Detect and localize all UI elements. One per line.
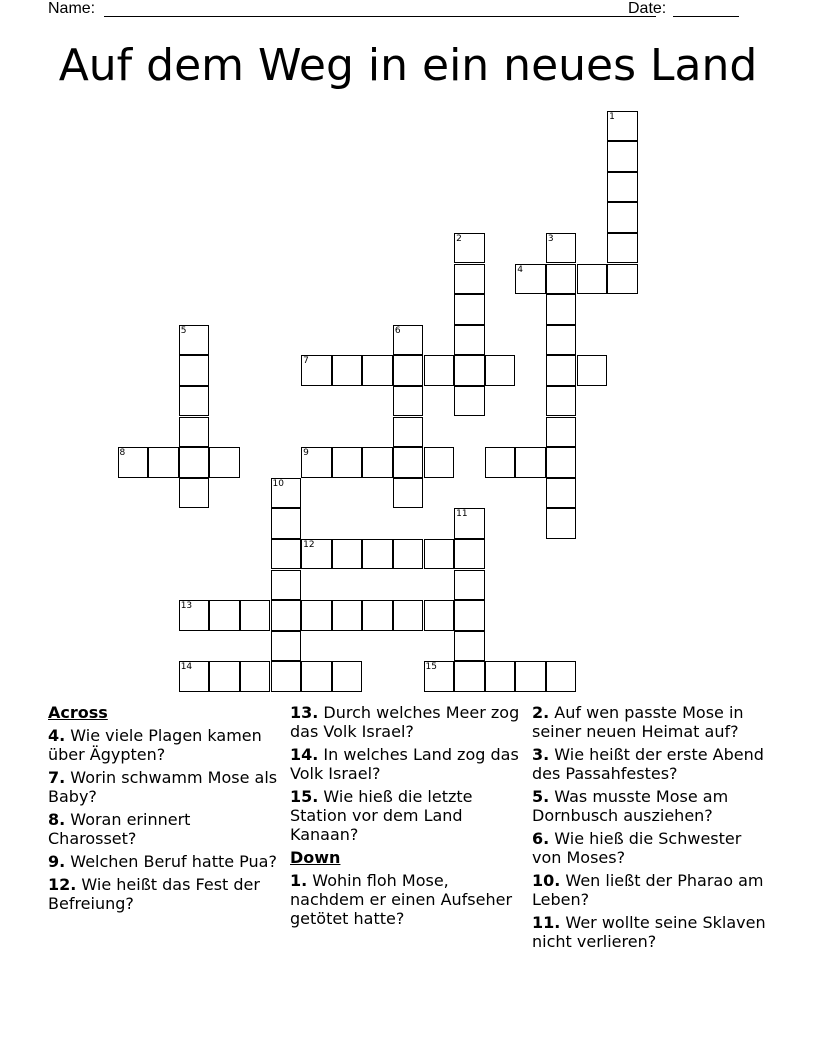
- grid-cell[interactable]: [454, 294, 485, 325]
- clue-number: 2: [456, 233, 462, 244]
- clue-item: [532, 913, 772, 951]
- grid-cell[interactable]: [148, 447, 179, 478]
- clue-item: [532, 829, 772, 867]
- name-label: Name:: [48, 0, 96, 17]
- clue-item-text: Wie viele Plagen kamen über Ägypten?: [48, 726, 262, 764]
- clue-number: 13: [180, 601, 193, 612]
- clue-item-text: Wie hieß die letzte Station vor dem Land Kanaan?: [290, 787, 473, 844]
- across-clue-list: [48, 726, 278, 913]
- grid-cell[interactable]: [546, 294, 577, 325]
- grid-cell[interactable]: [301, 600, 332, 631]
- clue-item-text: Wie heißt der erste Abend des Passahfestes?: [532, 745, 764, 783]
- grid-cell[interactable]: [209, 661, 240, 692]
- grid-cell[interactable]: [546, 508, 577, 539]
- grid-cell[interactable]: [179, 661, 210, 692]
- clue-item-number: 3.: [532, 745, 550, 764]
- clue-column-2: [290, 703, 520, 932]
- clue-column-1: [48, 703, 278, 917]
- clue-item-number: 12.: [48, 875, 77, 894]
- across-clue-list-continued: [290, 703, 520, 844]
- grid-cell[interactable]: [546, 386, 577, 417]
- clue-number: 12: [303, 539, 315, 550]
- grid-cell[interactable]: [271, 661, 302, 692]
- grid-cell[interactable]: [271, 631, 302, 662]
- grid-cell[interactable]: [118, 447, 149, 478]
- grid-cell[interactable]: [454, 631, 485, 662]
- grid-cell[interactable]: [332, 600, 363, 631]
- clue-item-text: Durch welches Meer zog das Volk Israel?: [290, 703, 520, 741]
- grid-cell[interactable]: [485, 447, 516, 478]
- grid-cell[interactable]: [454, 386, 485, 417]
- clue-item-text: Wie hieß die Schwester von Moses?: [532, 829, 742, 867]
- grid-cell[interactable]: [485, 355, 516, 386]
- grid-cell[interactable]: [179, 417, 210, 448]
- clue-item-text: Wen ließt der Pharao am Leben?: [532, 871, 764, 909]
- clue-item-text: Welchen Beruf hatte Pua?: [65, 852, 277, 871]
- grid-cell[interactable]: [179, 478, 210, 509]
- grid-cell[interactable]: [393, 600, 424, 631]
- grid-cell[interactable]: [424, 355, 455, 386]
- clue-item: [48, 852, 278, 871]
- clue-item-number: 14.: [290, 745, 319, 764]
- grid-cell[interactable]: [515, 661, 546, 692]
- clue-item-number: 6.: [532, 829, 550, 848]
- grid-cell[interactable]: [424, 600, 455, 631]
- grid-cell[interactable]: [271, 570, 302, 601]
- grid-cell[interactable]: [454, 539, 485, 570]
- grid-cell[interactable]: [454, 264, 485, 295]
- grid-cell[interactable]: [546, 325, 577, 356]
- clue-item: [48, 768, 278, 806]
- clue-item-text: Wer wollte seine Sklaven nicht verlieren?: [532, 913, 766, 951]
- grid-cell[interactable]: [362, 355, 393, 386]
- grid-cell[interactable]: [393, 478, 424, 509]
- clue-item: [532, 745, 772, 783]
- grid-cell[interactable]: [271, 600, 302, 631]
- grid-cell[interactable]: [209, 447, 240, 478]
- clue-number: 1: [609, 111, 615, 122]
- clue-item-number: 8.: [48, 810, 66, 829]
- grid-cell[interactable]: [424, 661, 455, 692]
- clue-item: [48, 810, 278, 848]
- grid-cell[interactable]: [362, 447, 393, 478]
- grid-cell[interactable]: [271, 508, 302, 539]
- grid-cell[interactable]: [607, 141, 638, 172]
- clue-item-number: 15.: [290, 787, 319, 806]
- clue-item-text: Was musste Mose am Dornbusch ausziehen?: [532, 787, 729, 825]
- clue-number: 5: [180, 325, 187, 336]
- clue-item: [290, 871, 520, 928]
- grid-cell[interactable]: [393, 539, 424, 570]
- clue-number: 7: [303, 356, 309, 367]
- clue-number: 11: [456, 509, 468, 520]
- clue-item-text: Wie heißt das Fest der Befreiung?: [48, 875, 260, 913]
- clue-column-3: [532, 703, 772, 955]
- clue-number: 9: [303, 448, 309, 459]
- grid-cell[interactable]: [362, 600, 393, 631]
- clue-item: [48, 875, 278, 913]
- grid-cell[interactable]: [332, 447, 363, 478]
- grid-cell[interactable]: [607, 172, 638, 203]
- clue-number: 8: [119, 448, 126, 459]
- clue-item-number: 4.: [48, 726, 66, 745]
- grid-cell[interactable]: [393, 447, 424, 478]
- clue-item: [48, 726, 278, 764]
- clue-item-number: 9.: [48, 852, 66, 871]
- grid-cell[interactable]: [454, 570, 485, 601]
- down-heading: Down: [290, 848, 341, 867]
- grid-cell[interactable]: [393, 325, 424, 356]
- clue-item-text: Woran erinnert Charosset?: [48, 810, 191, 848]
- grid-cell[interactable]: [607, 111, 638, 142]
- grid-cell[interactable]: [301, 539, 332, 570]
- clue-item-number: 11.: [532, 913, 561, 932]
- grid-cell[interactable]: [393, 386, 424, 417]
- grid-cell[interactable]: [301, 447, 332, 478]
- clue-number: 15: [425, 662, 437, 673]
- grid-cell[interactable]: [577, 355, 608, 386]
- clue-item: [532, 703, 772, 741]
- grid-cell[interactable]: [546, 447, 577, 478]
- grid-cell[interactable]: [515, 264, 546, 295]
- clue-item: [290, 787, 520, 844]
- grid-cell[interactable]: [577, 264, 608, 295]
- grid-cell[interactable]: [454, 355, 485, 386]
- grid-cell[interactable]: [179, 325, 210, 356]
- clue-number: 14: [180, 662, 193, 673]
- grid-cell[interactable]: [179, 355, 210, 386]
- grid-cell[interactable]: [240, 600, 271, 631]
- grid-cell[interactable]: [424, 539, 455, 570]
- grid-cell[interactable]: [393, 355, 424, 386]
- grid-cell[interactable]: [454, 233, 485, 264]
- clue-item-text: In welches Land zog das Volk Israel?: [290, 745, 519, 783]
- down-clue-list: [290, 871, 520, 928]
- grid-cell[interactable]: [240, 661, 271, 692]
- clue-item: [532, 871, 772, 909]
- grid-cell[interactable]: [546, 661, 577, 692]
- grid-cell[interactable]: [607, 202, 638, 233]
- clue-item-text: Wohin floh Mose, nachdem er einen Aufseher getötet hatte?: [290, 871, 513, 928]
- grid-cell[interactable]: [546, 417, 577, 448]
- date-label: Date:: [628, 0, 667, 17]
- grid-cell[interactable]: [546, 264, 577, 295]
- grid-cell[interactable]: [393, 417, 424, 448]
- grid-cell[interactable]: [179, 386, 210, 417]
- grid-cell[interactable]: [301, 355, 332, 386]
- grid-cell[interactable]: [546, 478, 577, 509]
- grid-cell[interactable]: [271, 478, 302, 509]
- grid-cell[interactable]: [607, 264, 638, 295]
- clue-number: 10: [272, 478, 284, 489]
- grid-cell[interactable]: [362, 539, 393, 570]
- clue-item: [532, 787, 772, 825]
- grid-cell[interactable]: [301, 661, 332, 692]
- grid-cell[interactable]: [515, 447, 546, 478]
- clue-number: 4: [517, 264, 524, 275]
- clue-item-number: 5.: [532, 787, 550, 806]
- clue-number: 6: [394, 325, 401, 336]
- down-clue-list-continued: [532, 703, 772, 951]
- clue-item-number: 7.: [48, 768, 66, 787]
- grid-cell[interactable]: [546, 355, 577, 386]
- grid-cell[interactable]: [332, 355, 363, 386]
- clue-item-text: Worin schwamm Mose als Baby?: [48, 768, 278, 806]
- grid-cell[interactable]: [454, 600, 485, 631]
- clue-item-number: 2.: [532, 703, 550, 722]
- clue-item-text: Auf wen passte Mose in seiner neuen Heimat auf?: [532, 703, 744, 741]
- clue-item-number: 1.: [290, 871, 308, 890]
- clue-item: [290, 745, 520, 783]
- clue-item: [290, 703, 520, 741]
- grid-cell[interactable]: [179, 600, 210, 631]
- grid-cell[interactable]: [332, 661, 363, 692]
- grid-cell[interactable]: [454, 325, 485, 356]
- clue-item-number: 10.: [532, 871, 561, 890]
- grid-cell[interactable]: [485, 661, 516, 692]
- grid-cell[interactable]: [454, 661, 485, 692]
- clue-item-number: 13.: [290, 703, 319, 722]
- grid-cell[interactable]: [271, 539, 302, 570]
- clue-number: 3: [547, 233, 554, 244]
- grid-cell[interactable]: [607, 233, 638, 264]
- grid-cell[interactable]: [209, 600, 240, 631]
- grid-cell[interactable]: [546, 233, 577, 264]
- grid-cell[interactable]: [454, 508, 485, 539]
- grid-cell[interactable]: [332, 539, 363, 570]
- grid-cell[interactable]: [179, 447, 210, 478]
- grid-cell[interactable]: [424, 447, 455, 478]
- across-heading: Across: [48, 703, 108, 722]
- page-title: Auf dem Weg in ein neues Land: [58, 40, 758, 91]
